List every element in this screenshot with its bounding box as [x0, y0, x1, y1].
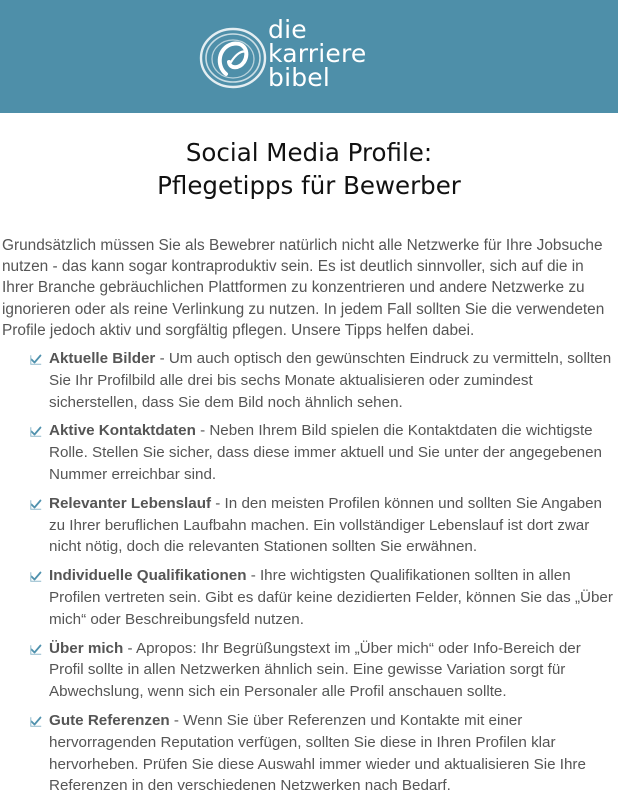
checkmark-icon	[30, 716, 42, 727]
tip-title: Individuelle Qualifikationen	[49, 567, 247, 585]
checkmark-icon	[30, 499, 42, 510]
list-item	[0, 638, 618, 703]
tip-text: - Ihre wichtigsten Qualifikationen sollten in allen Profilen vertreten sein. Gibt es dafür keine dezidierten Felder, können Sie das „Über mich“ oder Beschreibungsfeld nutzen.	[49, 567, 613, 628]
tip-text: - In den meisten Profilen können und sollten Sie Angaben zu Ihrer beruflichen Laufbahn machen. Ein vollständiger Lebenslauf ist dort zwar nicht nötig, doch die relevanten Stationen sollten Sie erwähnen.	[49, 494, 602, 556]
list-item	[0, 565, 618, 630]
logo-line: karriere	[268, 39, 367, 68]
list-item	[0, 493, 618, 558]
header-banner	[0, 0, 618, 113]
list-item	[0, 710, 618, 797]
tip-title: Aktive Kontaktdaten	[49, 422, 196, 440]
tip-text: - Wenn Sie über Referenzen und Kontakte mit einer hervorragenden Reputation verfügen, sollten Sie diese in Ihren Profilen klar hervorheben. Prüfen Sie diese Auswahl immer wieder und aktualisieren Sie Ihre Referenzen in den verschiedenen Netzwerken nach Bedarf.	[49, 711, 586, 795]
list-item	[0, 348, 618, 413]
tip-text: - Neben Ihrem Bild spielen die Kontaktdaten die wichtigste Rolle. Stellen Sie sicher, dass diese immer aktuell und Sie unter der angegebenen Nummer erreichbar sind.	[49, 422, 602, 483]
tip-title: Über mich	[49, 639, 124, 657]
page-title-line: Social Media Profile:	[185, 138, 433, 167]
page-title-line: Pflegetipps für Bewerber	[157, 171, 461, 200]
list-item	[0, 420, 618, 485]
logo-line: die	[268, 15, 307, 44]
checkmark-icon	[30, 354, 42, 365]
tip-text: - Um auch optisch den gewünschten Eindruck zu vermitteln, sollten Sie Ihr Profilbild alle drei bis sechs Monate aktualisieren oder zumindest sicherstellen, dass Sie dem Bild noch ähnlich sehen.	[49, 350, 612, 411]
tip-title: Aktuelle Bilder	[49, 350, 156, 367]
logo-wordmark	[268, 15, 367, 92]
logo-swirl-icon	[196, 22, 272, 92]
tip-title: Gute Referenzen	[49, 711, 170, 729]
checkmark-icon	[30, 644, 42, 655]
tips-list	[0, 348, 618, 804]
intro-paragraph: Grundsätzlich müssen Sie als Bewebrer natürlich nicht alle Netzwerke für Ihre Jobsuche nutzen - das kann sogar kontraproduktiv sein. Es ist deutlich sinnvoller, sich auf die in Ihrer Branche gebräuchlichen Plattformen zu konzentrieren und andere Netzwerke zu ignorieren oder als reine Verlinkung zu nutzen. In jedem Fall sollten Sie die verwendeten Profile jedoch aktiv und sorgfältig pflegen. Unsere Tipps helfen dabei.	[2, 237, 605, 339]
karrierebibel-logo[interactable]	[196, 15, 426, 98]
tip-title: Relevanter Lebenslauf	[49, 494, 212, 512]
checkmark-icon	[30, 426, 42, 437]
tip-text: - Apropos: Ihr Begrüßungstext im „Über mich“ oder Info-Bereich der Profil sollte in allen Netzwerken ähnlich sein. Eine gewisse Variation sorgt für Abwechslung, wenn sich ein Personaler alle Profil anschauen sollte.	[49, 639, 581, 701]
checkmark-icon	[30, 571, 42, 582]
page-title	[0, 136, 618, 202]
logo-line: bibel	[268, 63, 331, 92]
